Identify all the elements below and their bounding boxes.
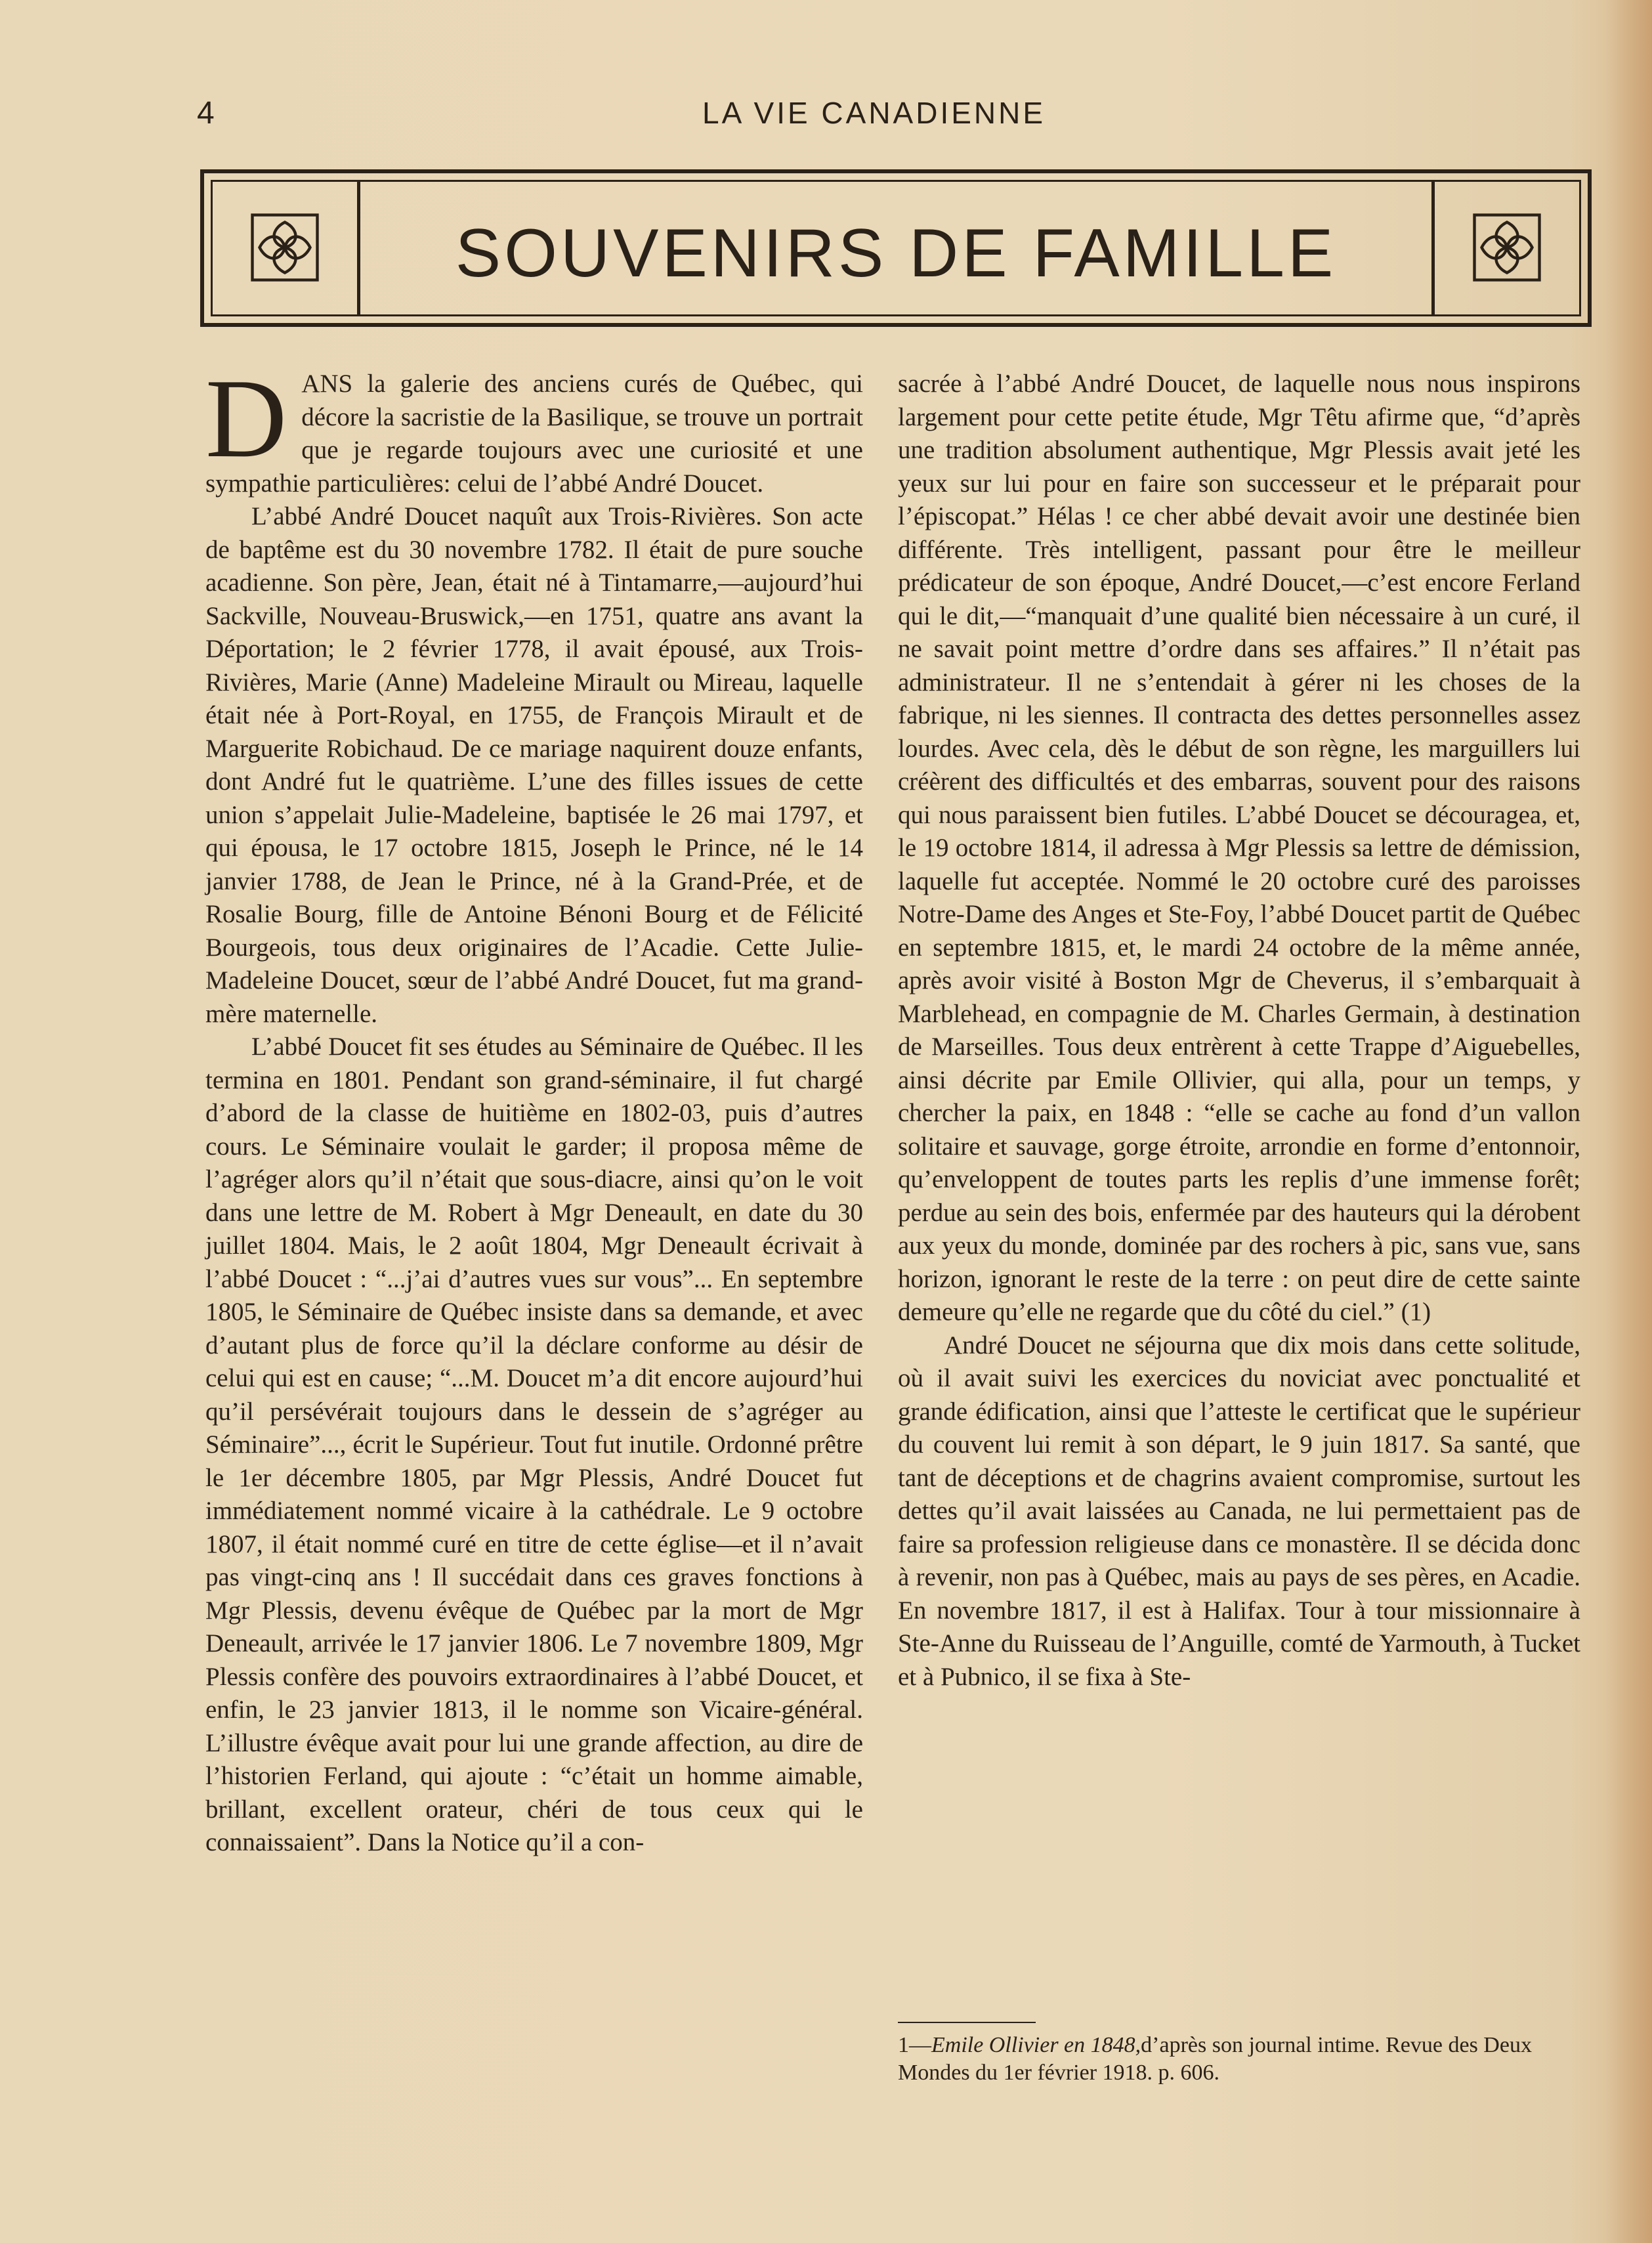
footnote: [898, 2032, 1580, 2087]
paragraph: [205, 356, 863, 500]
celtic-knot-icon: [1471, 211, 1543, 284]
paragraph: André Doucet ne séjourna que dix mois dans cette solitude, où il avait suivi les exercices du noviciat avec ponctualité et grande édification, ainsi que l’atteste le certificat que le supérieur du couvent lui remit à son départ, le 9 juin 1817. Sa santé, que tant de déceptions et de chagrins avaient compromise, surtout les dettes qu’il avait laissées au Canada, ne lui permettaient pas de faire sa profession religieuse dans ce monastère. Il se décida donc à revenir, non pas à Québec, mais au pays de ses pères, en Acadie. En novembre 1817, il est à Halifax. Tour à tour missionnaire à Ste-Anne du Ruisseau de l’Anguille, comté de Yarmouth, à Tucket et à Pubnico, il se fixa à Ste-: [898, 1331, 1580, 1691]
title-banner: [200, 169, 1592, 327]
footnote-italic-lead: Emile Ollivier en 1848,: [931, 2033, 1141, 2057]
page-number: 4: [197, 96, 215, 131]
ornament-box-right: [1431, 182, 1579, 314]
article-column-right: [898, 368, 1580, 1694]
article-title: SOUVENIRS DE FAMILLE: [455, 215, 1337, 291]
celtic-knot-icon: [249, 211, 321, 284]
paragraph-text: ANS la galerie des anciens curés de Québec, qui décore la sacristie de la Basilique, se trouve un portrait que je regarde toujours avec une curiosité et une sympathie particulières: celui de l’abbé André Doucet.: [205, 370, 863, 498]
paragraph: sacrée à l’abbé André Doucet, de laquelle nous nous inspirons largement pour cette petite étude, Mgr Têtu afirme que, “d’après une tradition absolument authentique, Mgr Plessis avait jeté les yeux sur lui pour en faire son successeur et le préparait pour l’épiscopat.” Hélas ! ce cher abbé devait avoir une destinée bien différente. Très intelligent, passant pour être le meilleur prédicateur de son époque, André Doucet,—c’est encore Ferland qui le dit,—“manquait d’une qualité bien nécessaire à un curé, il ne savait point mettre d’ordre dans ses affaires.” Il n’était pas administrateur. Il ne s’entendait à gérer ni les choses de la fabrique, ni les siennes. Il contracta des dettes personnelles assez lourdes. Avec cela, dès le début de son règne, les marguillers lui créèrent des difficultés et des embarras, souvent pour des raisons qui nous paraissent bien futiles. L’abbé Doucet se découragea, et, le 19 octobre 1814, il adressa à Mgr Plessis sa lettre de démission, laquelle fut acceptée. Nommé le 20 octobre curé des paroisses Notre-Dame des Anges et Ste-Foy, l’abbé Doucet partit de Québec en septembre 1815, et, le mardi 24 octobre de la même année, après avoir visité à Boston Mgr de Cheverus, il s’embarquait à Marblehead, en compagnie de M. Charles Germain, à destination de Marseilles. Tous deux entrèrent à cette Trappe d’Aiguebelles, ainsi décrite par Emile Ollivier, qui alla, pour un temps, y chercher la paix, en 1848 : “elle se cache au fond d’un vallon solitaire et sauvage, gorge étroite, arrondie en forme d’entonnoir, qu’enveloppent de toutes parts les replis d’une immense forêt; perdue au sein des bois, enfermée par des hauteurs qui la dérobent aux yeux du monde, dominée par des rochers à pic, sans vue, sans horizon, ignorant le reste de la terre : on peut dire de cette sainte demeure qu’elle ne regarde que du côté du ciel.” (1): [898, 370, 1580, 1326]
footnote-marker: 1—: [898, 2033, 931, 2057]
page-edge-shadow: [1606, 0, 1652, 2243]
paragraph: L’abbé Doucet fit ses études au Séminaire de Québec. Il les termina en 1801. Pendant son grand-séminaire, il fut chargé d’abord de la classe de huitième en 1802-03, puis d’autres cours. Le Séminaire voulait le garder; il proposa même de l’agréger alors qu’il n’était que sous-diacre, ainsi qu’on le voit dans une lettre de M. Robert à Mgr Deneault, en date du 30 juillet 1804. Mais, le 2 août 1804, Mgr Deneault écrivait à l’abbé Doucet : “...j’ai d’autres vues sur vous”... En septembre 1805, le Séminaire de Québec insiste dans sa demande, et avec d’autant plus de force qu’il la déclare conforme au désir de celui qui est en cause; “...M. Doucet m’a dit encore aujourd’hui qu’il persévérait toujours dans le dessein de s’agréger au Séminaire”..., écrit le Supérieur. Tout fut inutile. Ordonné prêtre le 1er décembre 1805, par Mgr Plessis, André Doucet fut immédiatement nommé vicaire à la cathédrale. Le 9 octobre 1807, il était nommé curé en titre de cette église—et il n’avait pas vingt-cinq ans ! Il succédait dans ces graves fonctions à Mgr Plessis, devenu évêque de Québec par la mort de Mgr Deneault, arrivée le 17 janvier 1806. Le 7 novembre 1809, Mgr Plessis confère des pouvoirs extraordinaires à l’abbé Doucet, et enfin, le 23 janvier 1813, il le nomme son Vicaire-général. L’illustre évêque avait pour lui une grande affection, au dire de l’historien Ferland, qui ajoute : “c’était un homme aimable, brillant, excellent orateur, chéri de tous ceux qui le connaissaient”. Dans la Notice qu’il a con-: [205, 1033, 863, 1856]
drop-cap: D: [205, 356, 287, 481]
footnote-divider: [898, 2022, 1036, 2023]
journal-title: LA VIE CANADIENNE: [702, 96, 1046, 130]
article-column-left: [205, 356, 863, 1860]
footnote-text: d’après son journal intime. Revue des Deux Mondes du 1er février 1918. p. 606.: [898, 2033, 1532, 2085]
ornament-box-left: [213, 182, 360, 314]
banner-inner-frame: [211, 180, 1581, 316]
running-header: [197, 95, 1588, 141]
paragraph: L’abbé André Doucet naquît aux Trois-Rivières. Son acte de baptême est du 30 novembre 1782. Il était de pure souche acadienne. Son père, Jean, était né à Tintamarre,—aujourd’hui Sackville, Nouveau-Bruswick,—en 1751, quatre ans avant la Déportation; le 2 février 1778, il avait épousé, aux Trois-Rivières, Marie (Anne) Madeleine Mirault ou Mireau, laquelle était née à Port-Royal, en 1755, de François Mirault et de Marguerite Robichaud. De ce mariage naquirent douze enfants, dont André fut le quatrième. L’une des filles issues de cette union s’appelait Julie-Madeleine, baptisée le 26 mai 1797, et qui épousa, le 17 octobre 1815, Joseph le Prince, né le 14 janvier 1788, de Jean le Prince, né à la Grand-Prée, et de Rosalie Bourg, fille de Antoine Bénoni Bourg et de Félicité Bourgeois, tous deux originaires de l’Acadie. Cette Julie-Madeleine Doucet, sœur de l’abbé André Doucet, fut ma grand-mère maternelle.: [205, 502, 863, 1028]
